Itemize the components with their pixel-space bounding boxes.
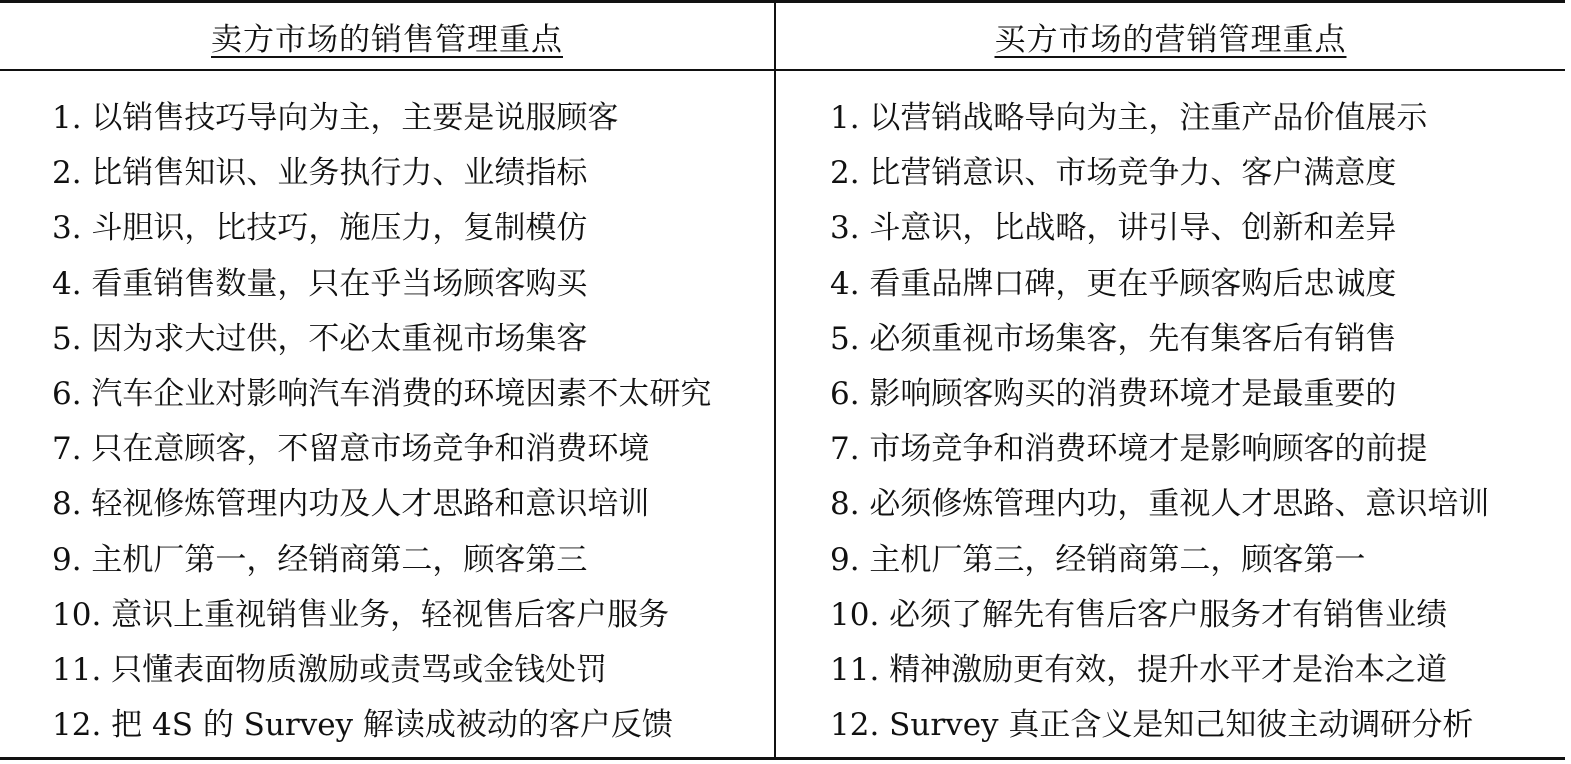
list-item: 12. Survey 真正含义是知己知彼主动调研分析 [830,707,1474,744]
list-item: 5. 因为求大过供，不必太重视市场集客 [52,320,588,357]
list-item: 5. 必须重视市场集客，先有集客后有销售 [830,320,1397,357]
list-item: 9. 主机厂第一，经销商第二，顾客第三 [52,541,588,578]
list-item: 10. 必须了解先有售后客户服务才有销售业绩 [830,596,1448,633]
list-item: 9. 主机厂第三，经销商第二，顾客第一 [830,541,1366,578]
list-item: 6. 汽车企业对影响汽车消费的环境因素不太研究 [52,375,712,412]
header-sellers-market-label: 卖方市场的销售管理重点 [211,21,563,58]
list-item: 6. 影响顾客购买的消费环境才是最重要的 [830,375,1397,412]
list-item: 2. 比销售知识、业务执行力、业绩指标 [52,155,588,192]
list-item: 8. 必须修炼管理内功，重视人才思路、意识培训 [830,486,1490,523]
table-header-row [0,3,1565,71]
list-item: 10. 意识上重视销售业务，轻视售后客户服务 [52,596,670,633]
list-item: 12. 把 4S 的 Survey 解读成被动的客户反馈 [52,707,673,744]
sellers-market-list [52,91,767,753]
list-item: 1. 以营销战略导向为主，注重产品价值展示 [830,100,1428,136]
list-item: 11. 只懂表面物质激励或责骂或金钱处罚 [52,651,608,688]
list-item: 7. 市场竞争和消费环境才是影响顾客的前提 [830,431,1428,468]
list-item: 4. 看重销售数量，只在乎当场顾客购买 [52,265,588,302]
list-item: 4. 看重品牌口碑，更在乎顾客购后忠诚度 [830,265,1397,302]
list-item: 11. 精神激励更有效，提升水平才是治本之道 [830,651,1448,688]
header-buyers-market [776,3,1565,69]
list-item: 7. 只在意顾客，不留意市场竞争和消费环境 [52,431,650,468]
list-item: 3. 斗胆识，比技巧，施压力，复制模仿 [52,210,588,247]
buyers-market-list [830,91,1560,753]
column-divider [774,3,776,757]
list-item: 2. 比营销意识、市场竞争力、客户满意度 [830,155,1397,192]
header-sellers-market [0,3,774,69]
header-buyers-market-label: 买方市场的营销管理重点 [994,21,1347,58]
list-item: 1. 以销售技巧导向为主，主要是说服顾客 [52,100,619,136]
list-item: 8. 轻视修炼管理内功及人才思路和意识培训 [52,486,650,523]
list-item: 3. 斗意识，比战略，讲引导、创新和差异 [830,210,1397,247]
